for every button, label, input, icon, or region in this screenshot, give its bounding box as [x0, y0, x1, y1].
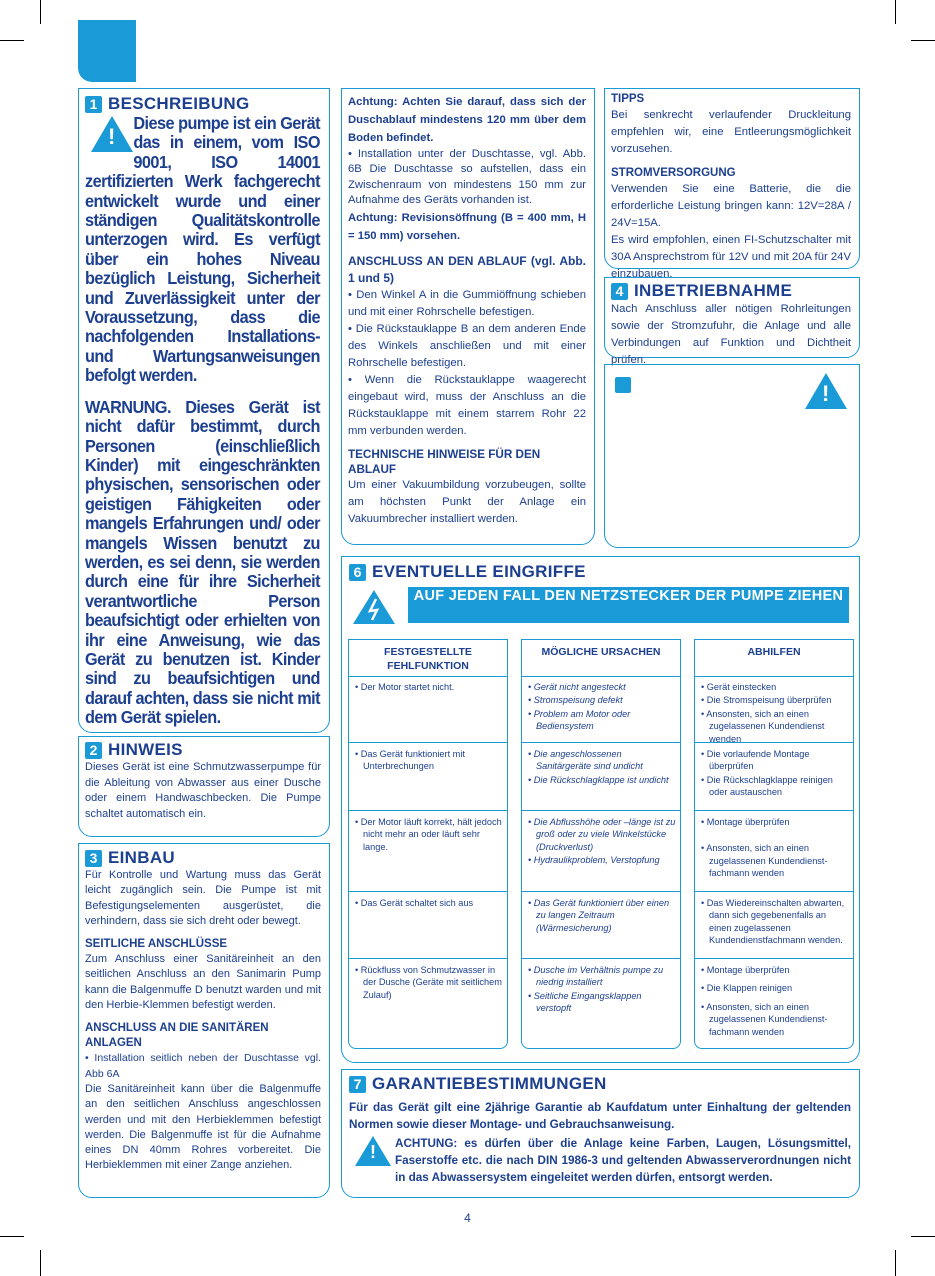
column-header: ABHILFEN [695, 640, 853, 677]
section-title: EVENTUELLE EINGRIFFE [372, 562, 586, 581]
row-separator [695, 810, 853, 811]
table-cell-line: • Ansonsten, sich an einen zugelassenen Kundendienst wenden [701, 708, 825, 744]
row-separator [695, 958, 853, 959]
warning-banner [408, 587, 849, 623]
banner-text: AUF JEDEN FALL DEN NETZSTECKER DER PUMPE ZIEHEN [413, 588, 844, 604]
section-tipps [604, 88, 860, 280]
table-cell-line: • Hydraulikproblem, Verstopfung [528, 855, 660, 866]
table-cell-line: • Die Klappen reinigen [701, 983, 793, 994]
table-cell-line: • Das Gerät funktioniert über einen zu langen Zeitraum (Wärmesicherung) [528, 898, 670, 933]
table-cell-line: • Montage überprüfen [701, 965, 790, 975]
subheading: TIPPS [611, 93, 645, 105]
row-separator [522, 742, 680, 743]
page-number: 4 [464, 1211, 471, 1225]
table-cell [695, 812, 853, 881]
column-header: FESTGESTELLTE FEHLFUNKTION [349, 640, 507, 677]
row-separator [522, 810, 680, 811]
garantie-warning: ACHTUNG: es dürfen über die Anlage keine Farben, Laugen, Lösungsmittel, Faserstoffe etc. die nach DIN 1986-3 und geltenden Abwasserverordnungen nicht in das Abwassersystem eingeleitet werden dürfen, entsorgt werden. [395, 1137, 851, 1184]
table-cell [522, 960, 680, 1016]
section-number: 3 [85, 850, 102, 867]
description-text: Diese pumpe ist ein Gerät das in einem, vom ISO 9001, ISO 14001 zertifizierten Werk fachgerecht entwickelt wurde und einer ständigen Qualitätskontrolle unterzogen wird. Es verfügt über ein hohes Niveau bezüglich Leistung, Sicherheit und Zuverlässigkeit unter der Voraussetzung, dass die nachfolgenden Installations- und Wartungsanweisungen befolgt werden. [85, 113, 320, 386]
table-cell-line: • Gerät nicht angesteckt [528, 682, 626, 692]
seitliche-text: Zum Anschluss einer Sanitäreinheit an den seitlichen Anschluss an den Sanimarin Pump kann die Balgenmuffe D benutzt warden und mit den Herbie-Klemmen befestigt werden. [85, 953, 321, 1012]
table-column-fehlfunktion [348, 639, 508, 1049]
table-cell [349, 960, 507, 1002]
row-separator [695, 742, 853, 743]
table-cell [695, 744, 853, 800]
table-cell-line: • Gerät einstecken [701, 682, 777, 692]
installation-text: • Installation unter der Duschtasse, vgl. Abb. 6B Die Duschtasse so aufstellen, dass ein Zwischenraum von mindestens 150 mm zur Aufnahme des Geräts vorhanden ist. [348, 148, 586, 207]
crop-mark [911, 40, 935, 41]
bullet-text: • Installation seitlich neben der Duschtasse vgl. Abb 6A [85, 1052, 321, 1080]
table-cell-line: • Montage überprüfen [701, 817, 790, 827]
table-cell [349, 677, 507, 694]
table-cell-line: • Das Gerät funktioniert mit Unterbrechungen [355, 749, 465, 772]
row-separator [695, 891, 853, 892]
table-cell [695, 893, 853, 948]
section-marker [615, 377, 631, 393]
crop-mark [0, 40, 24, 41]
table-cell-line: • Die Abflusshöhe oder –länge ist zu groß oder zu viele Winkelstücke (Druckverlust) [528, 817, 676, 852]
section-beschreibung [78, 88, 330, 733]
section-header [85, 94, 320, 114]
table-cell-line: • Dusche im Verhältnis pumpe zu niedrig installiert [528, 965, 664, 988]
section-inbetriebnahme [604, 277, 860, 366]
inbetriebnahme-text: Nach Anschluss aller nötigen Rohrleitungen sowie der Stromzufuhr, die Anlage und alle Verbindungen auf Funktion und Dichtheit prüfen. [611, 303, 851, 366]
section-number: 6 [349, 564, 366, 581]
crop-mark [40, 0, 41, 24]
page-tab [78, 20, 136, 82]
table-cell-line: • Die angeschlossenen Sanitärgeräte sind undicht [528, 749, 643, 772]
crop-mark [0, 1236, 24, 1237]
row-separator [349, 810, 507, 811]
bullet-text: • Wenn die Rückstauklappe waagerecht eingebaut wird, muss der Anschluss an die Rückstauklappe mit einem starrem Rohr 22 mm verbunden werden. [348, 373, 586, 437]
row-separator [522, 891, 680, 892]
table-cell [695, 677, 853, 746]
section-title: INBETRIEBNAHME [634, 281, 793, 300]
tipps-text: Bei senkrecht verlaufender Druckleitung empfehlen wir, eine Entleerungsmöglichkeit vorzusehen. [611, 109, 851, 155]
table-cell-line: • Das Gerät schaltet sich aus [355, 898, 474, 908]
garantie-text: Für das Gerät gilt eine 2jährige Garantie ab Kaufdatum unter Einhaltung der geltenden Normen sowie dieser Montage- und Gebrauchsanweisung. [349, 1101, 851, 1131]
section-number: 4 [611, 283, 628, 300]
subheading: STROMVERSORGUNG [611, 167, 736, 179]
table-cell-line: • Die Rückschlagklappe reinigen oder austauschen [701, 774, 833, 798]
row-separator [522, 958, 680, 959]
subheading: ANSCHLUSS AN DEN ABLAUF (vgl. Abb. 1 und 5) [348, 253, 586, 285]
hinweise-text: Um einer Vakuumbildung vorzubeugen, sollte am höchsten Punkt der Anlage ein Vakuumbrecher installiert werden. [348, 478, 586, 525]
warning-text: WARNUNG. Dieses Gerät ist nicht dafür bestimmt, durch Personen (einschließlich Kinder) mit eingeschränkten physischen, sensorischen oder geistigen Fähigkeiten oder mangels Erfahrungen und/ oder mangels Wissen benutzt zu werden, es sei denn, sie werden durch eine für ihre Sicherheit verantwortliche Person beaufsichtigt oder erhielten von ihr eine Anweisung, wie das Gerät zu benutzen ist. Kinder sind zu beaufsichtigen und darauf achten, dass sie nicht mit dem Gerät spielen. [85, 396, 320, 728]
section-title: EINBAU [108, 848, 175, 867]
electric-hazard-icon [352, 589, 396, 630]
warning-triangle-icon: ! [355, 1136, 391, 1171]
section-einbau [78, 843, 330, 1198]
strom-text: Es wird empfohlen, einen FI-Schutzschalter mit 30A Ansprechstrom für 12V und mit 20A für 24V einzubauen. [611, 234, 851, 280]
table-cell-line: • Der Motor startet nicht. [355, 682, 455, 692]
section-title: GARANTIEBESTIMMUNGEN [372, 1074, 607, 1093]
table-cell [522, 677, 680, 734]
strom-text: Verwenden Sie eine Batterie, die die erforderliche Leistung bringen kann: 12V=28A / 24V=15A. [611, 183, 851, 229]
table-cell [349, 812, 507, 854]
section-number: 2 [85, 742, 102, 759]
table-cell-line: • Seitliche Eingangsklappen verstopft [528, 990, 642, 1014]
bullet-text: • Die Rückstauklappe B an dem anderen Ende des Winkels anschließen und mit einer Rohrschelle befestigen. [348, 322, 586, 369]
section-eingriffe [341, 556, 860, 1063]
crop-mark [895, 0, 896, 24]
table-column-abhilfen [694, 639, 854, 1049]
section-number: 1 [85, 96, 102, 113]
table-cell-line: • Ansonsten, sich an einen zugelassenen Kundendienst-fachmann wenden [701, 1001, 828, 1037]
warning-triangle-icon: ! [805, 373, 847, 414]
subheading: TECHNISCHE HINWEISE FÜR DEN ABLAUF [348, 447, 541, 476]
table-cell-line: • Problem am Motor oder Bediensystem [528, 708, 631, 732]
section-title: HINWEIS [108, 740, 183, 759]
row-separator [349, 742, 507, 743]
table-cell [522, 893, 680, 935]
table-cell-line: • Der Motor läuft korrekt, hält jedoch nicht mehr an oder läuft sehr lange. [355, 817, 502, 852]
table-cell [522, 744, 680, 787]
table-cell-line: • Ansonsten, sich an einen zugelassenen Kundendienst-fachmann wenden [701, 843, 828, 879]
section-empty [604, 364, 860, 548]
crop-mark [40, 1250, 41, 1276]
table-cell-line: • Die Rückschlagklappe ist undicht [528, 774, 669, 785]
table-cell-line: • Das Wiedereinschalten abwarten, dann sich gegebenenfalls an einen zugelassenen Kundendienstfachmann wenden. [701, 898, 845, 946]
section-installation [341, 88, 595, 545]
table-cell-line: • Die vorlaufende Montage überprüfen [701, 749, 810, 772]
table-cell-line: • Stromspeisung defekt [528, 695, 623, 706]
row-separator [349, 891, 507, 892]
warning-triangle-icon: ! [91, 116, 133, 157]
crop-mark [895, 1250, 896, 1276]
table-cell-line: • Die Stromspeisung überprüfen [701, 695, 832, 706]
table-cell [349, 744, 507, 774]
table-cell [349, 893, 507, 910]
table-cell [695, 960, 853, 1039]
section-number: 7 [349, 1076, 366, 1093]
subheading: SEITLICHE ANSCHLÜSSE [85, 938, 228, 951]
hinweis-text: Dieses Gerät ist eine Schmutzwasserpumpe für die Ableitung von Abwasser aus einer Dusche oder einem Handwaschbecken. Die Pumpe schaltet automatisch ein. [85, 761, 321, 820]
einbau-text: Für Kontrolle und Wartung muss das Gerät leicht zugänglich sein. Die Pumpe ist mit Befestigungselementen ausgerüstet, die verhindern, dass sie sich dreht oder bewegt. [85, 869, 321, 927]
section-garantie [341, 1069, 860, 1198]
crop-mark [911, 1236, 935, 1237]
table-cell [522, 812, 680, 868]
row-separator [349, 958, 507, 959]
section-title: BESCHREIBUNG [108, 94, 250, 113]
bullet-text: • Den Winkel A in die Gummiöffnung schieben und mit einer Rohrschelle befestigen. [348, 288, 586, 318]
section-hinweis [78, 736, 330, 837]
achtung-text: Achtung: Revisionsöffnung (B = 400 mm, H = 150 mm) vorsehen. [348, 211, 586, 242]
subheading: ANSCHLUSS AN DIE SANITÄREN ANLAGEN [85, 1022, 269, 1050]
table-cell-line: • Rückfluss von Schmutzwasser in der Dusche (Geräte mit seitlichem Zulauf) [355, 965, 502, 1000]
column-header: MÖGLICHE URSACHEN [522, 640, 680, 677]
achtung-text: Achtung: Achten Sie darauf, dass sich der Duschablauf mindestens 120 mm über dem Boden befindet. [348, 96, 586, 144]
table-column-ursachen [521, 639, 681, 1049]
sanitaer-text: Die Sanitäreinheit kann über die Balgenmuffe an den seitlichen Anschluss angeschlossen werden und mit den Herbieklemmen befestigt werden. Die Balgenmuffe ist für die Aufnahme eines DN 40mm Rohres vorbereitet. Die Herbieklemmen mit einer Zange anziehen. [85, 1082, 321, 1172]
